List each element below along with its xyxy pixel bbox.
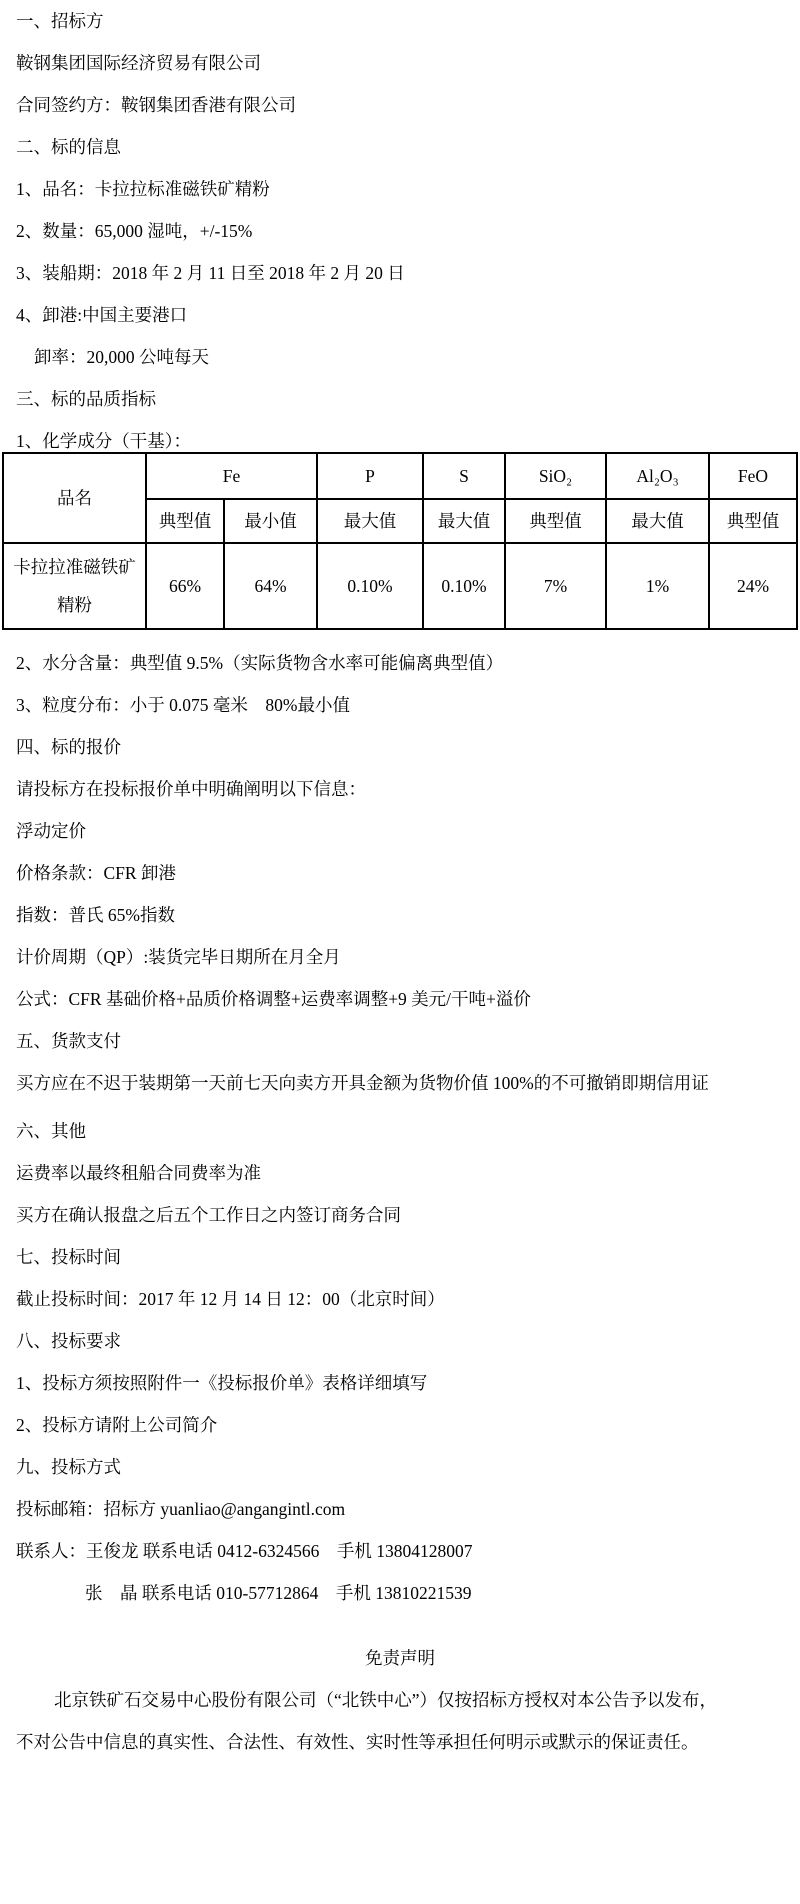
disclaimer-line-2: 不对公告中信息的真实性、合法性、有效性、实时性等承担任何明示或默示的保证责任。 [16,1732,699,1752]
th-element-sio2: SiO₂ [505,453,606,499]
requirement-1-line: 1、投标方须按照附件一《投标报价单》表格详细填写 [16,1373,428,1393]
quantity-line: 2、数量：65,000 湿吨，+/-15% [16,221,253,241]
cell-product-name-line2: 精粉 [57,595,92,615]
section-6-heading: 六、其他 [16,1121,86,1141]
payment-terms-line: 买方应在不迟于装期第一天前七天向卖方开具金额为货物价值 100%的不可撤销即期信用证 [16,1073,709,1093]
contract-note-line: 买方在确认报盘之后五个工作日之内签订商务合同 [16,1205,401,1225]
disclaimer-title: 免责声明 [365,1648,435,1668]
shipment-period-line: 3、装船期：2018 年 2 月 11 日至 2018 年 2 月 20 日 [16,263,405,283]
cell-fe-min: 64% [224,543,317,629]
pricing-type-line: 浮动定价 [16,821,86,841]
granularity-line: 3、粒度分布：小于 0.075 毫米 80%最小值 [16,695,350,715]
th-element-feo: FeO [709,453,797,499]
chemical-composition-label: 1、化学成分（干基）： [16,431,191,451]
th-product-name: 品名 [3,453,146,543]
contract-party-line: 合同签约方：鞍钢集团香港有限公司 [16,95,296,115]
table-header-row-elements [3,453,797,499]
cell-product-name [3,543,146,629]
tenderer-name: 鞍钢集团国际经济贸易有限公司 [16,53,261,73]
th-feo-typical: 典型值 [709,499,797,543]
cell-p-max: 0.10% [317,543,423,629]
th-element-p: P [317,453,423,499]
cell-product-name-line1: 卡拉拉准磁铁矿 [13,557,136,577]
th-s-max: 最大值 [423,499,505,543]
quote-intro-line: 请投标方在投标报价单中明确阐明以下信息： [16,779,366,799]
th-element-al2o3: Al₂O₃ [606,453,709,499]
section-8-heading: 八、投标要求 [16,1331,121,1351]
section-1-heading: 一、招标方 [16,11,104,31]
section-5-heading: 五、货款支付 [16,1031,121,1051]
section-3-heading: 三、标的品质指标 [16,389,156,409]
section-2-heading: 二、标的信息 [16,137,121,157]
requirement-2-line: 2、投标方请附上公司简介 [16,1415,218,1435]
table-data-row [3,543,797,629]
th-element-s: S [423,453,505,499]
qp-period-line: 计价周期（QP）:装货完毕日期所在月全月 [16,947,341,967]
cell-sio2-typical: 7% [505,543,606,629]
formula-line: 公式：CFR 基础价格+品质价格调整+运费率调整+9 美元/干吨+溢价 [16,989,531,1009]
th-sio2-typical: 典型值 [505,499,606,543]
th-p-max: 最大值 [317,499,423,543]
th-fe-typical: 典型值 [146,499,224,543]
cell-s-max: 0.10% [423,543,505,629]
discharge-rate-line: 卸率：20,000 公吨每天 [34,347,209,367]
deadline-line: 截止投标时间：2017 年 12 月 14 日 12：00（北京时间） [16,1289,445,1309]
cell-al2o3-max: 1% [606,543,709,629]
discharge-port-line: 4、卸港:中国主要港口 [16,305,188,325]
cell-fe-typical: 66% [146,543,224,629]
section-4-heading: 四、标的报价 [16,737,121,757]
section-7-heading: 七、投标时间 [16,1247,121,1267]
cell-feo-typical: 24% [709,543,797,629]
th-fe-min: 最小值 [224,499,317,543]
th-element-fe: Fe [146,453,317,499]
freight-note-line: 运费率以最终租船合同费率为准 [16,1163,261,1183]
th-al2o3-max: 最大值 [606,499,709,543]
moisture-line: 2、水分含量：典型值 9.5%（实际货物含水率可能偏离典型值） [16,653,504,673]
price-index-line: 指数：普氏 65%指数 [16,905,175,925]
bid-email-line: 投标邮箱：招标方 yuanliao@angangintl.com [16,1499,346,1519]
price-terms-line: 价格条款：CFR 卸港 [16,863,176,883]
contact-line-1: 联系人：王俊龙 联系电话 0412-6324566 手机 13804128007 [16,1541,473,1561]
product-name-line: 1、品名：卡拉拉标准磁铁矿精粉 [16,179,270,199]
chemical-composition-table [2,452,798,630]
disclaimer-line-1: 北京铁矿石交易中心股份有限公司（“北铁中心”）仅按招标方授权对本公告予以发布， [54,1690,718,1710]
section-9-heading: 九、投标方式 [16,1457,121,1477]
contact-line-2: 张 晶 联系电话 010-57712864 手机 13810221539 [85,1583,472,1603]
